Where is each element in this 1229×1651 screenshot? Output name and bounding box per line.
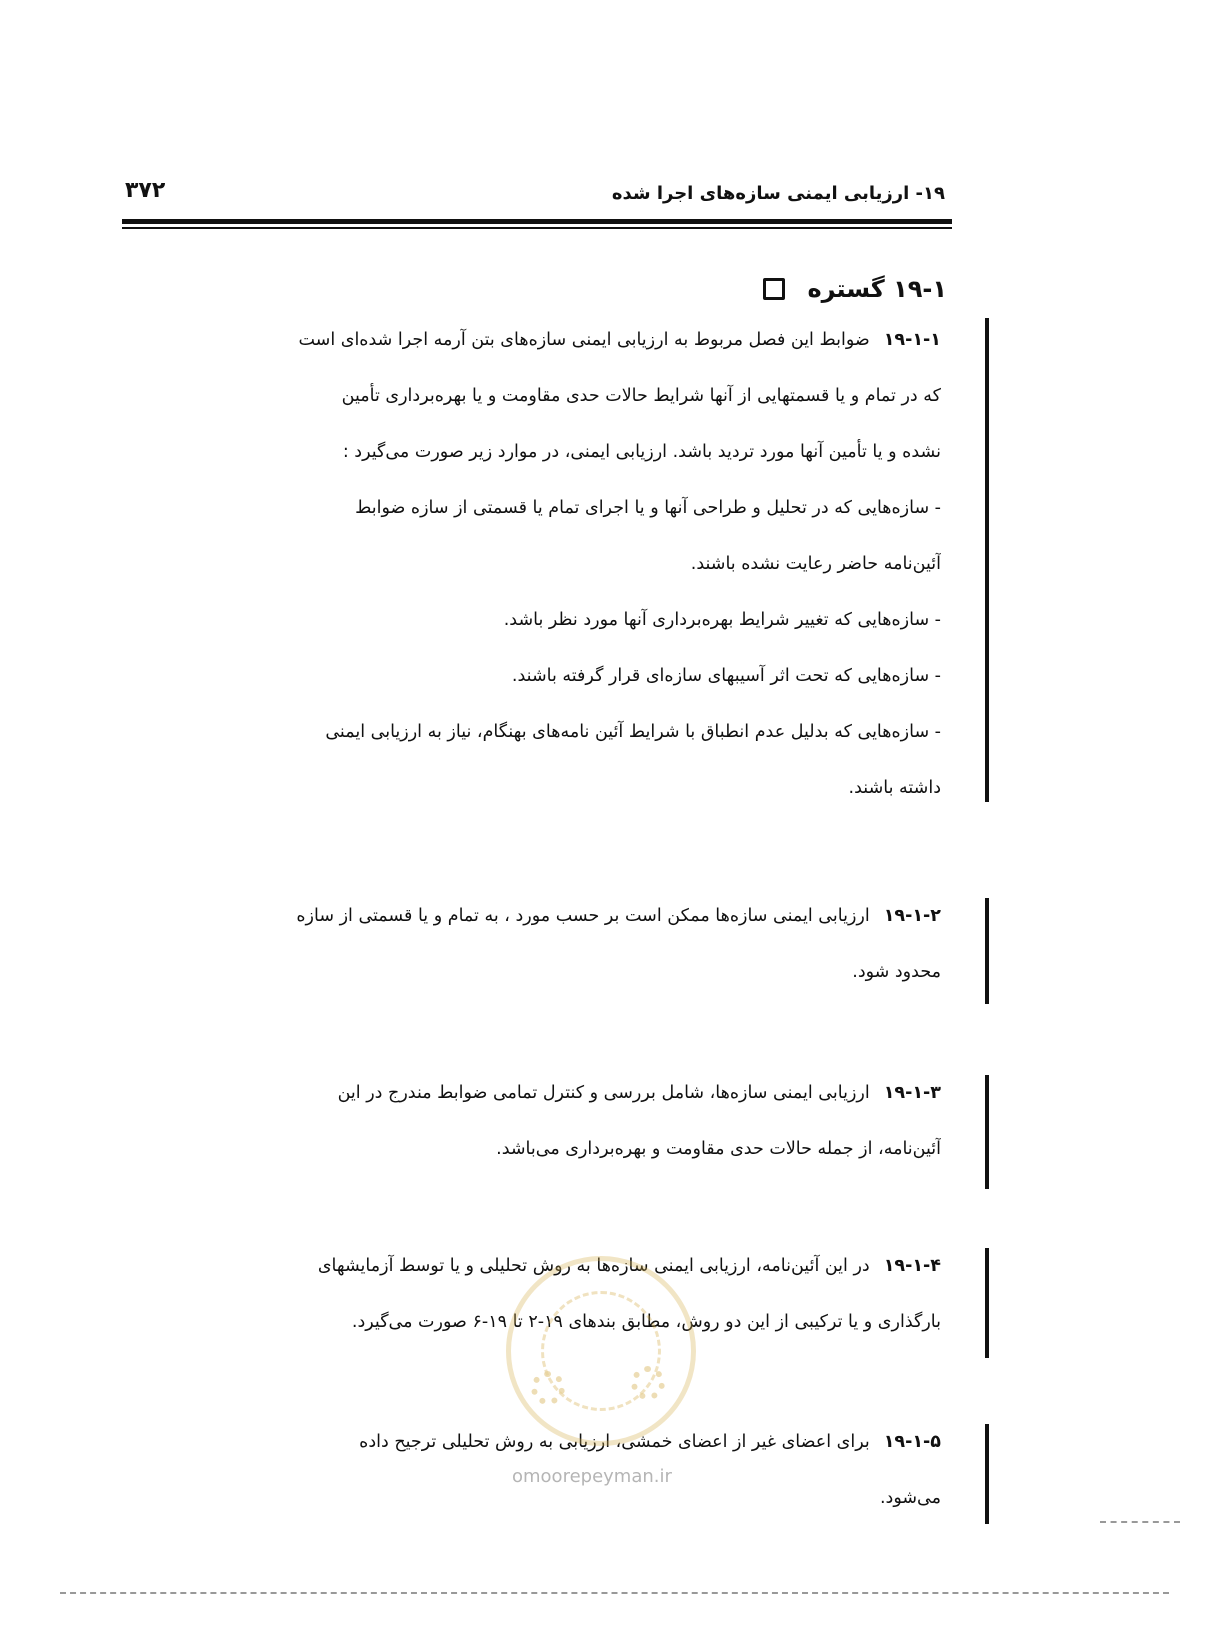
clause-text: برای اعضای غیر از اعضای خمشی، ارزیابی به روش تحلیلی ترجیح داده: [359, 1432, 870, 1452]
clause-text: ارزیابی ایمنی سازه‌ها ممکن است بر حسب مورد ، به تمام و یا قسمتی از سازه: [296, 906, 870, 926]
change-bar: [985, 898, 989, 1004]
clause-line: - سازه‌هایی که تحت اثر آسیبهای سازه‌ای قرار گرفته باشند.: [511, 666, 941, 686]
clause-line: [112, 1065, 941, 1121]
gear-icon: [631, 1366, 665, 1400]
clause-number: ۱۹-۱-۳: [883, 1083, 941, 1103]
scan-artifact-line: [60, 1592, 1169, 1594]
clause-line: داشته باشند.: [848, 778, 941, 798]
header-rule-thin: [122, 227, 952, 229]
running-header-title: ۱۹- ارزیابی ایمنی سازه‌های اجرا شده: [611, 183, 945, 204]
clause-line: محدود شود.: [852, 962, 941, 982]
clause-text: ضوابط این فصل مربوط به ارزیابی ایمنی سازه‌های بتن آرمه اجرا شده‌ای است: [298, 330, 870, 350]
clause-line: که در تمام و یا قسمتهایی از آنها شرایط حالات حدی مقاومت و یا بهره‌برداری تأمین: [341, 386, 941, 406]
section-heading: [763, 275, 947, 303]
clause-19-1-2: [112, 888, 941, 1000]
change-bar: [985, 318, 989, 802]
clause-text: ارزیابی ایمنی سازه‌ها، شامل بررسی و کنترل تمامی ضوابط مندرج در این: [337, 1083, 870, 1103]
clause-line: آئین‌نامه، از جمله حالات حدی مقاومت و بهره‌برداری می‌باشد.: [496, 1139, 941, 1159]
clause-number: ۱۹-۱-۵: [883, 1432, 941, 1452]
clause-line: - سازه‌هایی که تغییر شرایط بهره‌برداری آنها مورد نظر باشد.: [503, 610, 941, 630]
square-bullet-icon: [763, 278, 785, 300]
section-heading-text: ۱۹-۱ گستره: [807, 275, 947, 303]
clause-line: آئین‌نامه حاضر رعایت نشده باشند.: [690, 554, 941, 574]
scan-artifact-line: [1100, 1521, 1180, 1523]
watermark-url: omoorepeyman.ir: [512, 1466, 672, 1487]
clause-line: [112, 1414, 941, 1470]
page-number: ۳۷۲: [125, 178, 166, 203]
clause-19-1-1: [112, 312, 941, 816]
clause-line: - سازه‌هایی که بدلیل عدم انطباق با شرایط آئین نامه‌های بهنگام، نیاز به ارزیابی ایمنی: [325, 722, 941, 742]
clause-number: ۱۹-۱-۲: [883, 906, 941, 926]
gear-icon: [531, 1371, 565, 1405]
change-bar: [985, 1424, 989, 1524]
clause-line: می‌شود.: [879, 1488, 941, 1508]
change-bar: [985, 1248, 989, 1358]
clause-text: در این آئین‌نامه، ارزیابی ایمنی سازه‌ها به روش تحلیلی و یا توسط آزمایشهای: [317, 1256, 870, 1276]
header-rule-thick: [122, 219, 952, 224]
clause-line: بارگذاری و یا ترکیبی از این دو روش، مطابق بندهای ۱۹-۲ تا ۱۹-۶ صورت می‌گیرد.: [351, 1312, 941, 1332]
clause-line: - سازه‌هایی که در تحلیل و طراحی آنها و یا اجرای تمام یا قسمتی از سازه ضوابط: [355, 498, 941, 518]
clause-line: [112, 312, 941, 368]
change-bar: [985, 1075, 989, 1189]
clause-line: نشده و یا تأمین آنها مورد تردید باشد. ارزیابی ایمنی، در موارد زیر صورت می‌گیرد :: [342, 442, 941, 462]
clause-line: [112, 1238, 941, 1294]
clause-number: ۱۹-۱-۴: [883, 1256, 941, 1276]
clause-line: [112, 888, 941, 944]
clause-number: ۱۹-۱-۱: [883, 330, 941, 350]
clause-19-1-3: [112, 1065, 941, 1177]
watermark-seal-icon: [506, 1256, 696, 1446]
